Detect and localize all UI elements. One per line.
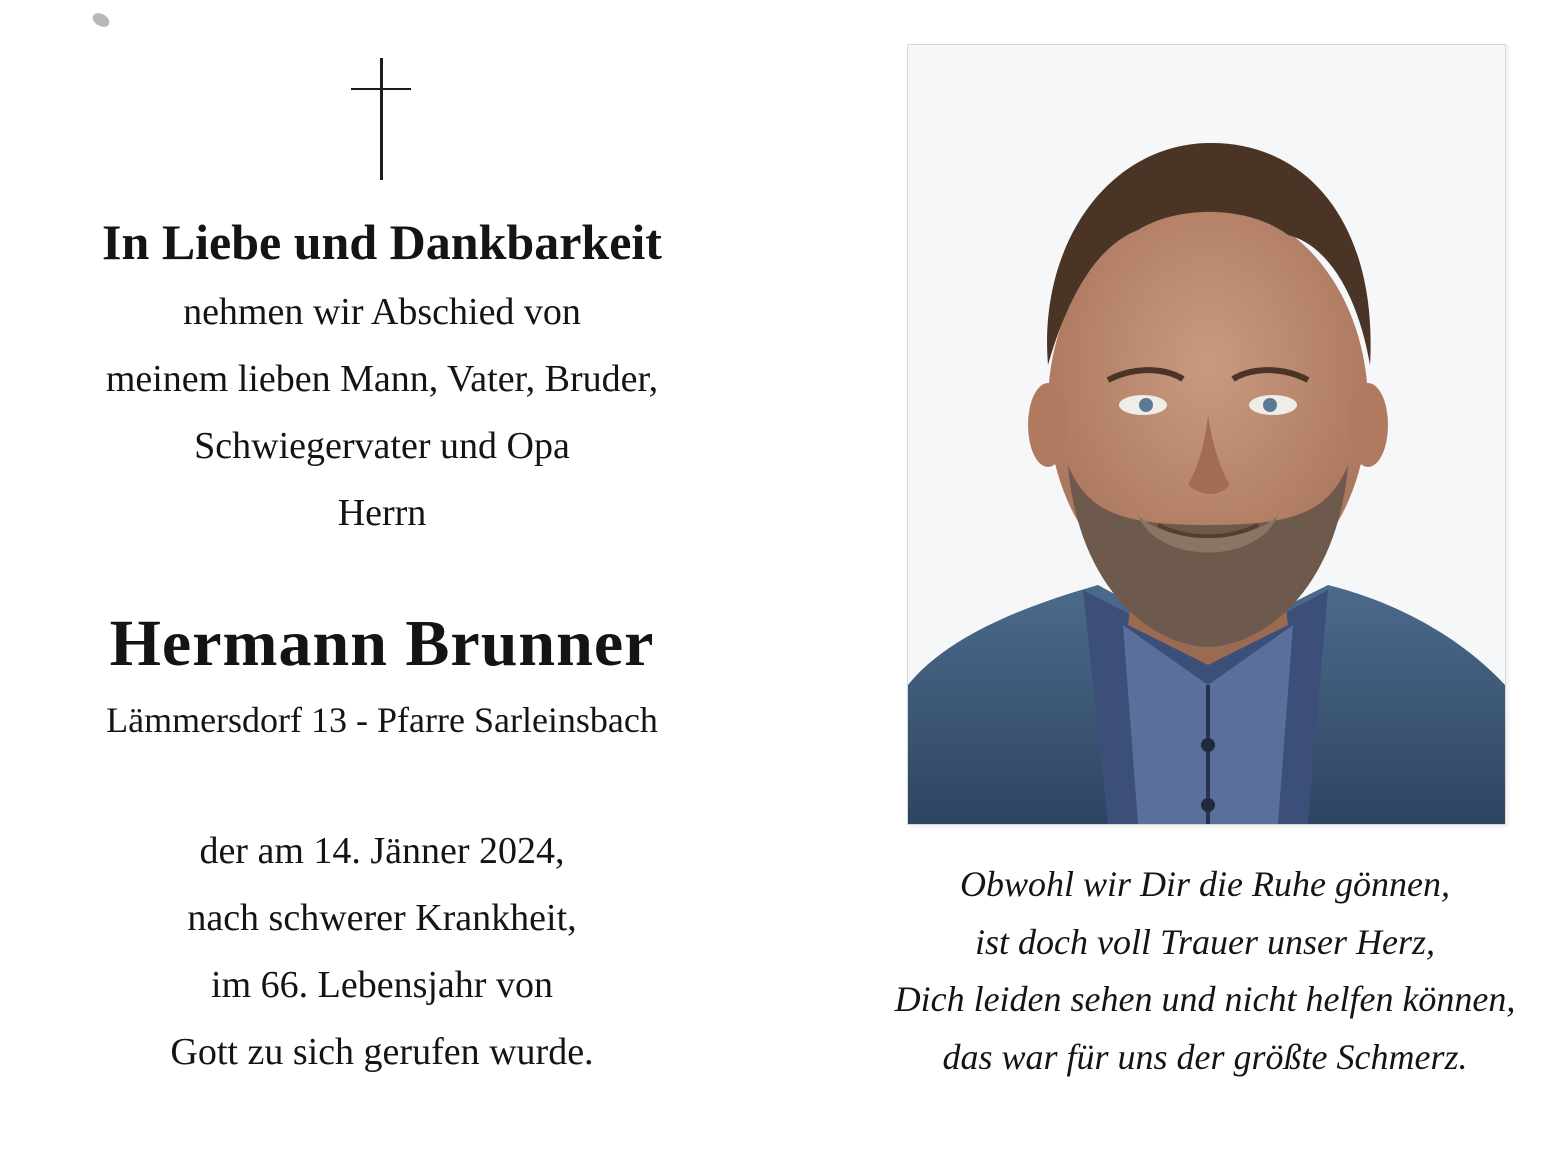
death-line: nach schwerer Krankheit, [187,897,577,939]
memorial-poem [880,856,1530,1086]
death-line: der am 14. Jänner 2024, [199,830,565,872]
intro-line: Herrn [337,492,427,534]
death-line: Gott zu sich gerufen wurde. [170,1031,594,1073]
portrait-photo [907,44,1506,825]
announcement-column [40,0,724,1150]
deceased-address: Lämmersdorf 13 - Pfarre Sarleinsbach [106,700,658,740]
intro-line: meinem lieben Mann, Vater, Bruder, [105,358,659,400]
deceased-name: Hermann Brunner [109,607,655,680]
card-heading: In Liebe und Dankbarkeit [102,214,662,270]
cross-icon [349,58,415,182]
poem-line: Dich leiden sehen und nicht helfen können, [894,979,1516,1019]
intro-line: nehmen wir Abschied von [183,291,581,333]
poem-line: Obwohl wir Dir die Ruhe gönnen, [960,864,1450,904]
intro-line: Schwiegervater und Opa [194,425,570,467]
poem-line: ist doch voll Trauer unser Herz, [974,921,1435,962]
poem-line: das war für uns der größte Schmerz. [942,1036,1468,1077]
portrait-illustration [908,45,1505,824]
death-line: im 66. Lebensjahr von [211,964,553,1006]
